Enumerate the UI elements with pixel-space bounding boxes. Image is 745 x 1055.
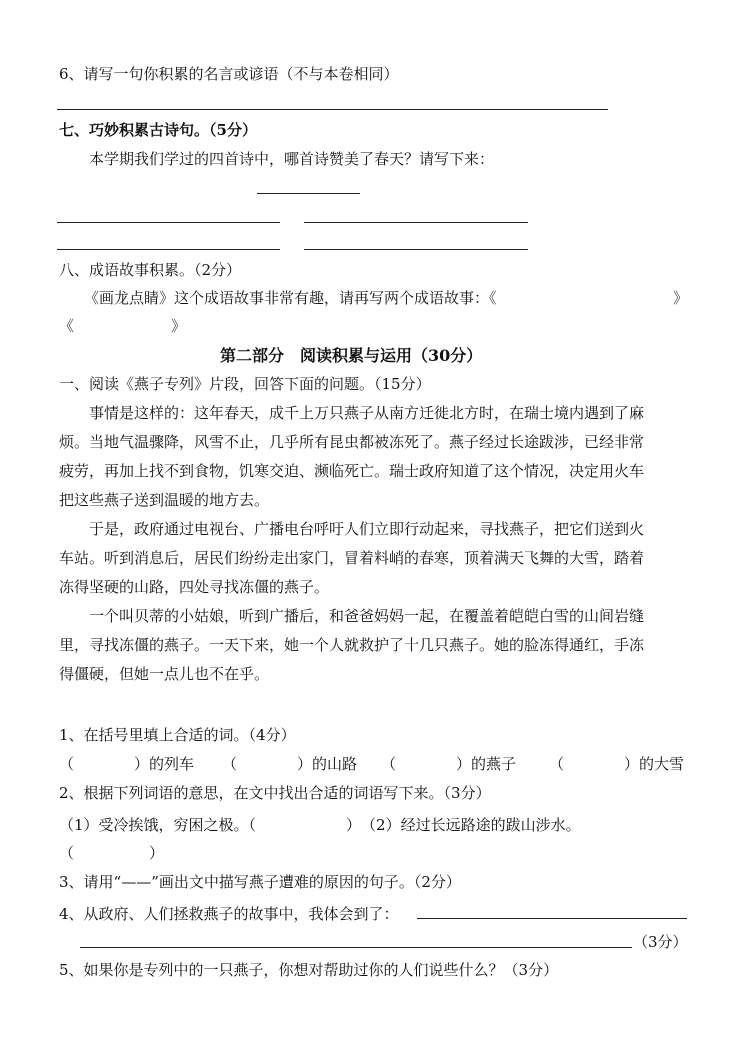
passage-line: 得僵硬，但她一点儿也不在乎。	[59, 665, 270, 683]
reading-heading: 一、阅读《燕子专列》片段，回答下面的问题。（15分）	[59, 375, 431, 393]
section-8-heading: 八、成语故事积累。（2分）	[59, 261, 242, 279]
question-3: 3、请用“——”画出文中描写燕子遭难的原因的句子。（2分）	[59, 873, 461, 891]
passage-line: 冻得坚硬的山路，四处寻找冻僵的燕子。	[59, 578, 330, 596]
poem-line[interactable]	[304, 249, 528, 250]
fill-blank[interactable]: （ ）	[59, 844, 165, 862]
passage-line: 把这些燕子送到温暖的地方去。	[59, 491, 270, 509]
fill-blank[interactable]: （ ）的大雪	[549, 755, 685, 773]
section-7-prompt: 本学期我们学过的四首诗中，哪首诗赞美了春天？请写下来：	[89, 150, 495, 168]
passage-line: 里，寻找冻僵的燕子。一天下来，她一个人就救护了十几只燕子。她的脸冻得通红，手冻	[59, 636, 645, 654]
poem-line[interactable]	[304, 222, 528, 223]
bracket-close: 》	[673, 289, 689, 307]
answer-line[interactable]	[57, 109, 608, 110]
answer-line[interactable]	[80, 947, 632, 948]
question-5: 5、如果你是专列中的一只燕子，你想对帮助过你的人们说些什么？（3分）	[59, 961, 559, 979]
passage-line: 于是，政府通过电视台、广播电台呼吁人们立即行动起来，寻找燕子，把它们送到火	[89, 520, 645, 538]
question-6: 6、请写一句你积累的名言或谚语（不与本卷相同）	[59, 65, 399, 83]
poem-line[interactable]	[57, 249, 280, 250]
fill-blank[interactable]: （ ）的山路	[222, 755, 358, 773]
part-2-title: 第二部分 阅读积累与运用（30分）	[220, 346, 483, 365]
section-7-heading: 七、巧妙积累古诗句。（5分）	[59, 121, 257, 139]
answer-line[interactable]	[417, 918, 687, 919]
bracket-close: 》	[171, 317, 187, 335]
question-2: 2、根据下列词语的意思，在文中找出合适的词语写下来。（3分）	[59, 784, 491, 802]
passage-line: 一个叫贝蒂的小姑娘，听到广播后，和爸爸妈妈一起，在覆盖着皑皑白雪的山间岩缝	[89, 607, 645, 625]
bracket-open: 《	[59, 317, 75, 335]
fill-blank[interactable]: （ ）的燕子	[381, 755, 517, 773]
passage-line: 车站。听到消息后，居民们纷纷走出家门，冒着料峭的春寒，顶着满天飞舞的大雪，踏着	[59, 549, 645, 567]
fill-blank[interactable]: （ ）的列车	[59, 755, 195, 773]
section-8-prompt: 《画龙点睛》这个成语故事非常有趣，请再写两个成语故事：《	[84, 289, 497, 307]
question-4: 4、从政府、人们拯救燕子的故事中，我体会到了：	[59, 905, 399, 923]
score-label: （3分）	[633, 933, 688, 951]
passage-line: 疲劳，再加上找不到食物，饥寒交迫、濒临死亡。瑞士政府知道了这个情况，决定用火车	[59, 462, 645, 480]
passage-line: 事情是这样的：这年春天，成千上万只燕子从南方迁徙北方时，在瑞士境内遇到了麻	[89, 404, 645, 422]
poem-title-line[interactable]	[257, 193, 360, 194]
question-1: 1、在括号里填上合适的词。（4分）	[59, 726, 296, 744]
poem-line[interactable]	[57, 222, 280, 223]
passage-line: 烦。当地气温骤降，风雪不止，几乎所有昆虫都被冻死了。燕子经过长途跋涉，已经非常	[59, 433, 645, 451]
question-2-items[interactable]: （1）受冷挨饿，穷困之极。（ ） （2）经过长远路途的跋山涉水。	[59, 816, 581, 834]
